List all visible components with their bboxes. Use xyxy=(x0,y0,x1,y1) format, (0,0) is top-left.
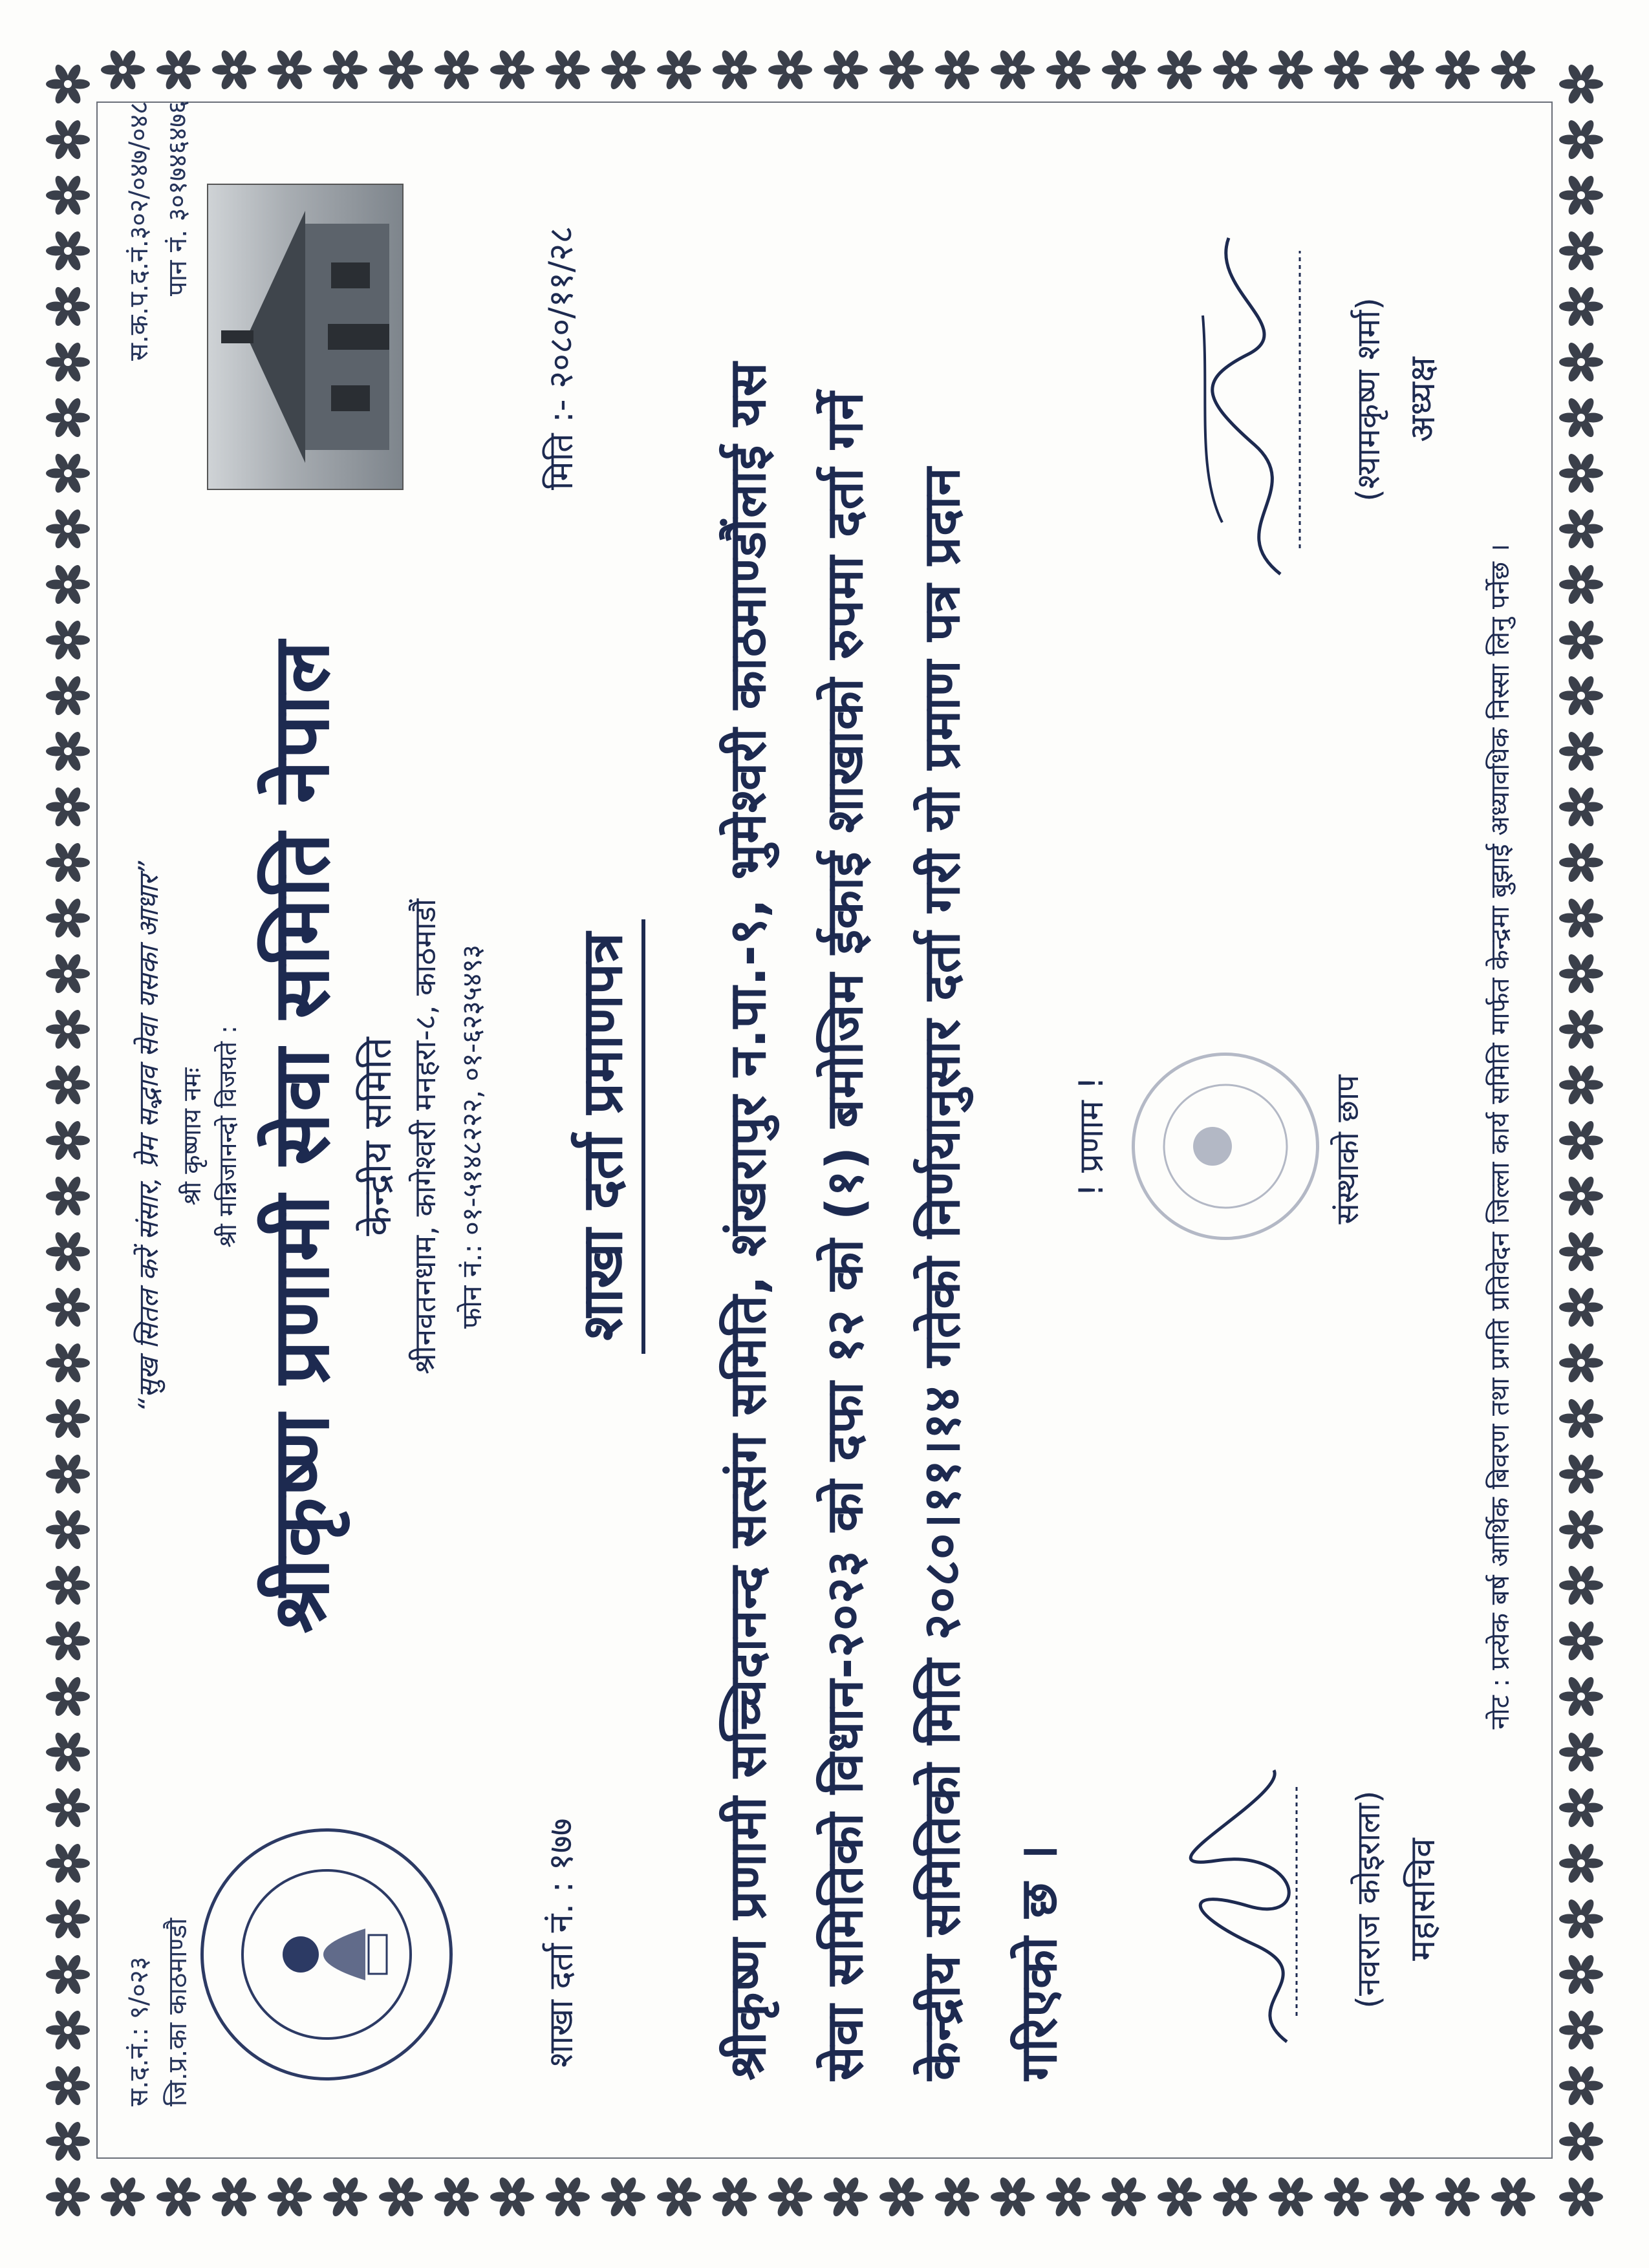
body-line-2: सेवा समितिको विधान-२०२३ को दफा १२ को (१) बमोजिम ईकाई शाखाको रुपमा दर्ता गर्ने xyxy=(816,391,874,2081)
border-flower-icon xyxy=(156,48,200,91)
border-flower-icon xyxy=(156,2176,200,2218)
border-flower-icon xyxy=(1559,897,1603,939)
footer-note: नोट : प्रत्येक बर्ष आर्थिक बिवरण तथा प्रगति प्रतिवेदन जिल्ला कार्य समिति मार्फत केन्द्रमा बुझाई अध्यावधिक निस्सा लिनु पर्नेछ । xyxy=(1485,544,1515,1729)
border-flower-icon xyxy=(1269,48,1313,91)
border-flower-icon xyxy=(1324,2176,1368,2218)
border-flower-icon xyxy=(935,2176,979,2218)
certificate-date: मिति :- २०८०/११/२८ xyxy=(542,226,581,490)
border-flower-icon xyxy=(824,2176,868,2218)
border-flower-icon xyxy=(713,48,757,91)
border-flower-icon xyxy=(1559,1286,1603,1329)
border-flower-icon xyxy=(212,2176,256,2218)
border-flower-icon xyxy=(46,1119,90,1162)
border-flower-icon xyxy=(1559,1064,1603,1106)
border-flower-icon xyxy=(1158,48,1202,91)
border-flower-icon xyxy=(46,1620,90,1662)
border-flower-icon xyxy=(46,2064,90,2107)
border-flower-icon xyxy=(713,2176,757,2218)
president-name: (श्यामकृष्ण शर्मा) xyxy=(1350,297,1387,502)
border-flower-icon xyxy=(1559,63,1603,105)
border-flower-icon xyxy=(1158,2176,1202,2218)
document-title: शाखा दर्ता प्रमाणपत्र xyxy=(570,919,645,1353)
border-flower-icon xyxy=(1559,1453,1603,1495)
border-flower-icon xyxy=(46,563,90,606)
border-flower-icon xyxy=(1559,1620,1603,1662)
border-flower-icon xyxy=(1559,230,1603,272)
border-flower-icon xyxy=(1102,48,1146,91)
border-flower-icon xyxy=(768,2176,812,2218)
border-flower-icon xyxy=(1559,1675,1603,1718)
border-flower-icon xyxy=(323,48,367,91)
border-flower-icon xyxy=(46,396,90,439)
border-flower-icon xyxy=(46,1731,90,1773)
border-flower-icon xyxy=(46,1008,90,1051)
border-flower-icon xyxy=(46,786,90,828)
border-flower-icon xyxy=(46,1675,90,1718)
border-flower-icon xyxy=(879,2176,923,2218)
border-flower-icon xyxy=(601,2176,645,2218)
border-flower-icon xyxy=(46,1786,90,1829)
border-flower-icon xyxy=(46,730,90,773)
border-flower-icon xyxy=(1559,1898,1603,1940)
body-line-1: श्रीकृष्ण प्रणामी सच्चिदानन्द सत्संग समिति, शंखरापुर न.पा.-९, भुमेश्वरी काठमाण्डौंलाई यस xyxy=(719,361,777,2081)
border-flower-icon xyxy=(1559,396,1603,439)
temple-building-icon xyxy=(208,185,402,489)
border-flower-icon xyxy=(1559,730,1603,773)
body-line-3: केन्द्रीय समितिको मिति २०८०।११।१४ गतेको निर्णयानुसार दर्ता गरी यो प्रमाण पत्र प्रदान xyxy=(913,467,971,2081)
border-flower-icon xyxy=(490,2176,534,2218)
greeting: ! प्रणाम ! xyxy=(1072,1076,1111,1197)
border-flower-icon xyxy=(991,48,1035,91)
border-flower-icon xyxy=(1559,2120,1603,2163)
motto: “सुख सितल करें संसार, प्रेम सद्भाव सेवा यसका आधार” xyxy=(133,861,164,1413)
border-flower-icon xyxy=(46,1286,90,1329)
border-flower-icon xyxy=(1269,2176,1313,2218)
border-flower-icon xyxy=(46,619,90,661)
reference-number: स.क.प.द.नं.३०२/०४७/०४८ xyxy=(124,101,154,361)
border-flower-icon xyxy=(1213,48,1257,91)
border-flower-icon xyxy=(46,285,90,328)
invocation-line-2: श्री मन्निजानन्दो विजयते : xyxy=(213,1025,242,1248)
border-flower-icon xyxy=(824,48,868,91)
border-flower-icon xyxy=(46,1064,90,1106)
border-flower-icon xyxy=(46,230,90,272)
border-flower-icon xyxy=(935,48,979,91)
border-flower-icon xyxy=(46,952,90,995)
organization-subtitle: केन्द्रीय समिति xyxy=(355,1037,400,1236)
border-flower-icon xyxy=(1559,118,1603,161)
border-flower-icon xyxy=(1559,285,1603,328)
border-flower-icon xyxy=(435,48,479,91)
border-flower-icon xyxy=(379,2176,423,2218)
border-flower-icon xyxy=(46,1175,90,1217)
border-flower-icon xyxy=(1559,1342,1603,1384)
border-flower-icon xyxy=(101,48,145,91)
border-flower-icon xyxy=(1559,841,1603,884)
branch-registration-number: शाखा दर्ता नं. : १७७ xyxy=(542,1818,581,2068)
border-flower-icon xyxy=(46,897,90,939)
border-flower-icon xyxy=(46,452,90,495)
border-flower-icon xyxy=(657,48,701,91)
border-flower-icon xyxy=(379,48,423,91)
border-flower-icon xyxy=(46,1453,90,1495)
border-flower-icon xyxy=(268,2176,312,2218)
border-flower-icon xyxy=(490,48,534,91)
president-signature xyxy=(1170,225,1326,587)
border-flower-icon xyxy=(1559,674,1603,717)
border-flower-icon xyxy=(1380,48,1424,91)
border-flower-icon xyxy=(46,1564,90,1607)
border-flower-icon xyxy=(46,63,90,105)
border-flower-icon xyxy=(1324,48,1368,91)
border-flower-icon xyxy=(1102,2176,1146,2218)
border-flower-icon xyxy=(1491,2176,1535,2218)
document-title-wrap xyxy=(563,684,638,1589)
organization-seal xyxy=(200,1828,453,2081)
border-flower-icon xyxy=(1559,1397,1603,1440)
border-flower-icon xyxy=(1046,2176,1090,2218)
secretary-name: (नवराज कोइराला) xyxy=(1350,1790,1387,2009)
border-flower-icon xyxy=(1559,1508,1603,1551)
border-flower-icon xyxy=(101,2176,145,2218)
border-flower-icon xyxy=(1436,2176,1480,2218)
page-number: पान नं. ३०१७४६४७६ xyxy=(163,100,193,296)
border-flower-icon xyxy=(46,1953,90,1996)
border-flower-icon xyxy=(1559,952,1603,995)
registration-number: स.द.नं.: ९/०२३ xyxy=(124,1956,154,2106)
invocation-line-1: श्री कृष्णाय नमः xyxy=(178,1067,206,1206)
border-flower-icon xyxy=(1559,174,1603,217)
border-flower-icon xyxy=(1559,2009,1603,2051)
border-flower-icon xyxy=(1559,1119,1603,1162)
border-flower-icon xyxy=(1559,1230,1603,1273)
border-flower-icon xyxy=(1559,619,1603,661)
border-flower-icon xyxy=(1559,1842,1603,1885)
border-flower-icon xyxy=(1046,48,1090,91)
border-flower-icon xyxy=(1559,508,1603,550)
border-flower-icon xyxy=(46,1342,90,1384)
border-flower-icon xyxy=(46,674,90,717)
border-flower-icon xyxy=(1559,786,1603,828)
border-flower-icon xyxy=(46,2009,90,2051)
border-flower-icon xyxy=(46,841,90,884)
border-flower-icon xyxy=(1559,1008,1603,1051)
border-flower-icon xyxy=(1559,1564,1603,1607)
border-flower-icon xyxy=(1436,48,1480,91)
border-flower-icon xyxy=(46,341,90,383)
border-flower-icon xyxy=(46,1230,90,1273)
border-flower-icon xyxy=(323,2176,367,2218)
border-flower-icon xyxy=(268,48,312,91)
border-flower-icon xyxy=(46,1842,90,1885)
border-flower-icon xyxy=(546,48,590,91)
border-flower-icon xyxy=(601,48,645,91)
border-flower-icon xyxy=(1559,452,1603,495)
border-flower-icon xyxy=(1380,2176,1424,2218)
border-flower-icon xyxy=(879,48,923,91)
border-flower-icon xyxy=(46,2120,90,2163)
border-flower-icon xyxy=(1213,2176,1257,2218)
border-flower-icon xyxy=(1559,1175,1603,1217)
border-flower-icon xyxy=(46,1898,90,1940)
body-line-4: गरिएको छ । xyxy=(1010,1844,1068,2081)
border-flower-icon xyxy=(46,2176,90,2218)
border-flower-icon xyxy=(46,1397,90,1440)
border-flower-icon xyxy=(1491,48,1535,91)
organization-phone: फोन नं.: ०१-५१४८२२२, ०१-६२३५४९३ xyxy=(456,944,488,1329)
stamp-label: संस्थाको छाप xyxy=(1330,1075,1366,1225)
organization-address: श्रीनवतनधाम, कागेश्वरी मनहरा-८, काठमाडौं xyxy=(407,899,442,1375)
border-flower-icon xyxy=(991,2176,1035,2218)
district-office: जि.प्र.का काठमाण्डौ xyxy=(163,1918,193,2106)
border-flower-icon xyxy=(1559,2064,1603,2107)
border-flower-icon xyxy=(1559,563,1603,606)
president-role: अध्यक्ष xyxy=(1402,357,1443,442)
secretary-role: महासचिव xyxy=(1402,1838,1443,1961)
border-flower-icon xyxy=(1559,1953,1603,1996)
border-flower-icon xyxy=(1559,1786,1603,1829)
border-flower-icon xyxy=(46,174,90,217)
border-flower-icon xyxy=(435,2176,479,2218)
border-flower-icon xyxy=(768,48,812,91)
border-flower-icon xyxy=(46,508,90,550)
secretary-signature xyxy=(1158,1757,1326,2055)
border-flower-icon xyxy=(46,118,90,161)
temple-photo xyxy=(207,184,404,490)
border-flower-icon xyxy=(212,48,256,91)
border-flower-icon xyxy=(46,1508,90,1551)
border-flower-icon xyxy=(1559,2176,1603,2218)
stamp-emblem-icon xyxy=(1135,1056,1316,1237)
border-flower-icon xyxy=(546,2176,590,2218)
organization-title: श्रीकृष्ण प्रणामी सेवा समिति नेपाल xyxy=(257,639,347,1634)
border-flower-icon xyxy=(1559,1731,1603,1773)
border-flower-icon xyxy=(657,2176,701,2218)
organization-stamp xyxy=(1132,1053,1319,1240)
border-flower-icon xyxy=(1559,341,1603,383)
certificate xyxy=(32,32,1617,2236)
seal-emblem-icon xyxy=(204,1832,449,2077)
